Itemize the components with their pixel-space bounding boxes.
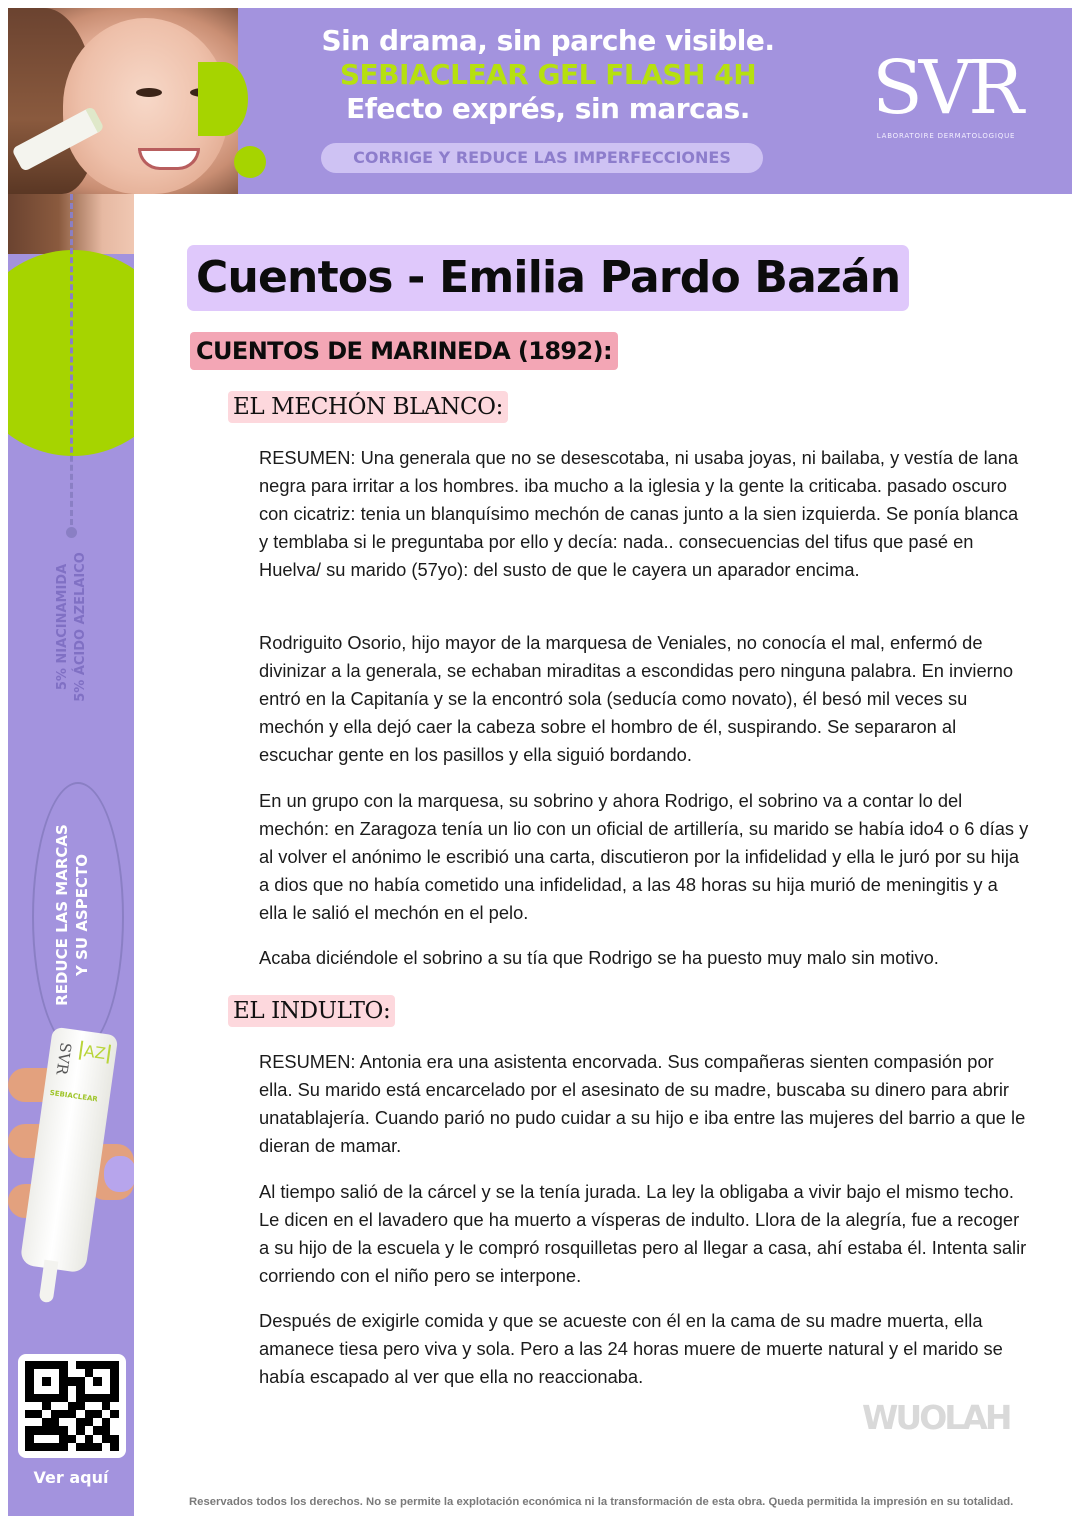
qr-code-icon[interactable] (18, 1354, 126, 1458)
paragraph: Al tiempo salió de la cárcel y se la tenía jurada. La ley la obligaba a vivir bajo el mismo techo. Le dicen en el lavadero que ha muerto a vísperas de indulto. Llora de la alegría, fue a recoger a su hijo de la escuela y le compró rosquilletas pero al llegar a casa, ahí estaba él. Intenta salir corriendo con el niño pero se interpone. (259, 1181, 1027, 1286)
tube-product-label: SEBIACLEAR (49, 1088, 99, 1104)
top-banner-ad[interactable] (8, 8, 1072, 194)
qr-code-pattern (25, 1361, 119, 1451)
decorative-green-arc (198, 62, 248, 136)
claim-line-2: Y SU ASPECTO (73, 854, 91, 976)
tube-brand-text: SVR (52, 1041, 75, 1076)
banner-headline-1: Sin drama, sin parche visible. (321, 24, 775, 57)
paragraph: RESUMEN: Una generala que no se desescotaba, ni usaba joyas, ni bailaba, y vestía de lana negra para irritar a los hombres. iba mucho a la iglesia y la gente la criticaba. pasado oscuro con cicatriz: tenia un blanquísimo mechón de canas junto a la sien izquierda. Se ponía blanca y temblaba si le preguntaba por ello y decía: nada.. consecuencias del tifus que pasé en Huelva/ su marido (57yo): del susto de que le cayera un aparador encima. (259, 447, 1019, 580)
banner-headline-3: Efecto exprés, sin marcas. (346, 92, 750, 125)
paragraph: RESUMEN: Antonia era una asistenta encorvada. Sus compañeras sienten compasión por ella. Su marido está encarcelado por el asesinato de su madre, buscaba su dinero para abrir unatablajería. Cuando parió no pudo cuidar a su hijo e iba entre las mujeres del barrio a que le dieran de mamar. (259, 1051, 1026, 1156)
ingredient-niacinamida: 5% NIACINAMIDA (55, 563, 70, 691)
paragraph: En un grupo con la marquesa, su sobrino y ahora Rodrigo, el sobrino va a contar lo del mechón: en Zaragoza tenía un lio con un oficial de artillería, su marido se había ido4 o 6 días y al volver el anónimo le escribió una carta, discutieron por la infidelidad y ella le juró por su hija a dios que no había cometido una infidelidad, a las 48 horas su hija murió de meningitis y a ella le salió el mechón en el pelo. (259, 790, 1029, 923)
wuolah-watermark-logo: WUOLAH (862, 1398, 1010, 1437)
section-heading: CUENTOS DE MARINEDA (1892): (190, 332, 618, 370)
ver-aqui-link[interactable]: Ver aquí (33, 1468, 109, 1487)
ingredient-azelaico: 5% ÁCIDO AZELAICO (73, 552, 88, 702)
dashed-line (70, 194, 73, 534)
story-heading-el-indulto: EL INDULTO: (228, 995, 395, 1027)
tube-az-badge: AZ (79, 1041, 111, 1064)
svr-logo: SVR (872, 45, 1020, 131)
claim-line-1: REDUCE LAS MARCAS (53, 824, 71, 1006)
copyright-footer: Reservados todos los derechos. No se permite la explotación económica ni la transformación de esta obra. Queda permitida la impresión en su totalidad. (189, 1496, 1014, 1508)
svr-tagline: LABORATOIRE DERMATOLOGIQUE (876, 132, 1016, 140)
story-heading-mechon-blanco: EL MECHÓN BLANCO: (228, 391, 508, 423)
side-banner-ad[interactable] (8, 194, 134, 1516)
painted-nail (104, 1156, 134, 1192)
eye-shape (136, 88, 162, 97)
tube-nozzle (39, 1260, 59, 1304)
banner-product-name: SEBIACLEAR GEL FLASH 4H (339, 58, 757, 91)
paragraph: Después de exigirle comida y que se acueste con él en la cama de su madre muerta, ella amanece tiesa pero viva y sola. Pero a las 24 horas muere de muerte natural y el marido se había escapado al ver que ella no reaccionaba. (259, 1310, 1003, 1387)
banner-cta-pill[interactable]: CORRIGE Y REDUCE LAS IMPERFECCIONES (321, 143, 763, 173)
dashed-line-dot (66, 527, 77, 538)
decorative-green-dot (234, 146, 266, 178)
claim-text (52, 810, 92, 1020)
paragraph: Acaba diciéndole el sobrino a su tía que Rodrigo se ha puesto muy malo sin motivo. (259, 947, 939, 968)
ingredients-text (54, 542, 90, 712)
paragraph: Rodriguito Osorio, hijo mayor de la marquesa de Veniales, no conocía el mal, enfermó de divinizar a la generala, se echaban miraditas a escondidas pero ninguna palabra. En invierno entró en la Capitanía y se la encontró sola (seducía como novato), él besó mil veces su mechón y ella dejó caer la cabeza sobre el hombro de él, suspirando. Se separaron al escuchar gente en los pasillos y ella siguió bordando. (259, 632, 1014, 765)
page-title: Cuentos - Emilia Pardo Bazán (187, 245, 909, 311)
